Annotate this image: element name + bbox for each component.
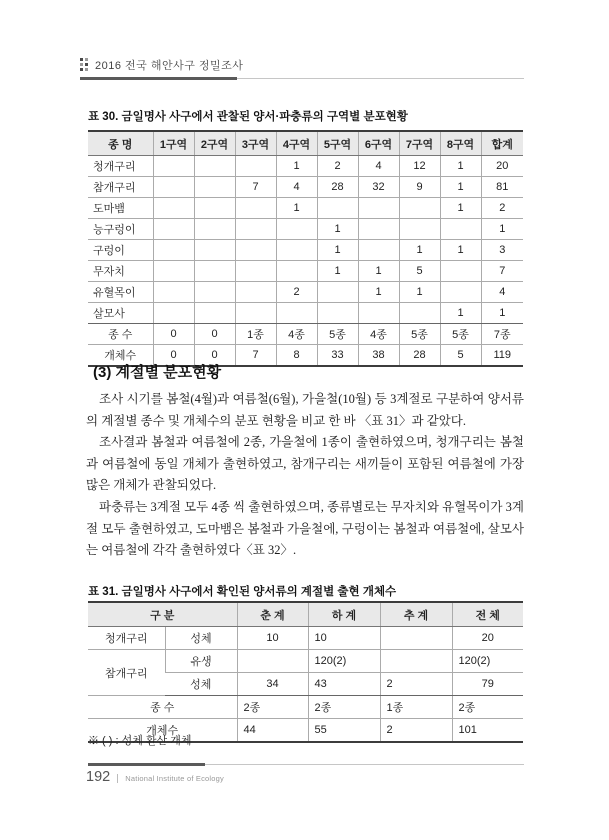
value-cell	[153, 156, 194, 177]
value-cell	[358, 303, 399, 324]
institute-name: National Institute of Ecology	[125, 774, 224, 783]
value-cell: 1	[358, 261, 399, 282]
paragraph: 조사 시기를 봄철(4월)과 여름철(6월), 가을철(10월) 등 3계절로 구분하여 양서류의 계절별 종수 및 개체수의 분포 현황을 비교 한 바 〈표 31〉과 같았다.	[86, 392, 524, 428]
value-cell: 5종	[317, 324, 358, 345]
value-cell: 2	[380, 673, 452, 696]
header-rule	[80, 77, 524, 80]
table30-summary	[88, 324, 523, 367]
table-row	[88, 602, 523, 627]
page-footer	[86, 770, 224, 785]
table-row	[88, 131, 523, 156]
column-header: 추 계	[380, 602, 452, 627]
value-cell	[317, 198, 358, 219]
value-cell	[399, 303, 440, 324]
value-cell	[380, 627, 452, 650]
value-cell	[194, 282, 235, 303]
table-footnote: ※ ( ) : 성체 환산 개체	[88, 735, 192, 747]
value-cell: 7	[235, 177, 276, 198]
value-cell: 1	[440, 198, 481, 219]
value-cell	[153, 240, 194, 261]
value-cell: 2종	[452, 696, 523, 719]
table-row	[88, 156, 523, 177]
table-row	[88, 261, 523, 282]
value-cell: 1	[276, 156, 317, 177]
report-title: 2016 전국 해안사구 정밀조사	[95, 60, 244, 72]
paragraph: 조사결과 봄철과 여름철에 2종, 가을철에 1종이 출현하였으며, 청개구리는 봄철과 여름철에 동일 개체가 출현하였고, 참개구리는 새끼들이 포함된 여름철에 가장 많은 개체가 관찰되었다.	[86, 435, 524, 493]
table-row	[88, 696, 523, 719]
value-cell	[194, 261, 235, 282]
table30-header	[88, 131, 523, 156]
summary-label: 종 수	[88, 324, 153, 345]
value-cell: 2	[481, 198, 523, 219]
value-cell: 101	[452, 719, 523, 743]
value-cell	[276, 219, 317, 240]
column-header: 3구역	[235, 131, 276, 156]
value-cell	[380, 650, 452, 673]
value-cell: 55	[308, 719, 380, 743]
summary-label: 개체수	[88, 345, 153, 367]
value-cell: 33	[317, 345, 358, 367]
value-cell	[194, 303, 235, 324]
table-row	[88, 650, 523, 673]
table-row	[88, 240, 523, 261]
value-cell	[194, 177, 235, 198]
value-cell	[194, 198, 235, 219]
value-cell	[235, 156, 276, 177]
value-cell	[317, 282, 358, 303]
value-cell: 44	[237, 719, 308, 743]
value-cell: 120(2)	[452, 650, 523, 673]
page-header	[80, 57, 243, 73]
value-cell: 1	[440, 303, 481, 324]
value-cell: 1	[399, 240, 440, 261]
value-cell: 4	[481, 282, 523, 303]
value-cell: 1	[317, 240, 358, 261]
value-cell: 7종	[481, 324, 523, 345]
value-cell	[153, 198, 194, 219]
value-cell: 10	[308, 627, 380, 650]
table31-body	[88, 627, 523, 743]
species-cell: 참개구리	[88, 650, 165, 696]
stage-cell: 성체	[165, 673, 237, 696]
value-cell	[440, 219, 481, 240]
column-header: 5구역	[317, 131, 358, 156]
column-header: 7구역	[399, 131, 440, 156]
column-header: 종 명	[88, 131, 153, 156]
value-cell: 2종	[237, 696, 308, 719]
value-cell	[399, 198, 440, 219]
group-header: 구 분	[88, 602, 237, 627]
paragraph: 파충류는 3계절 모두 4종 씩 출현하였으며, 종류별로는 무자치와 유혈목이가 3계절 모두 출현하였고, 도마뱀은 봄철과 가을철에, 구렁이는 봄철과 여름철에, 살모사는 여름철에 각각 출현하였다〈표 32〉.	[86, 499, 524, 558]
value-cell: 10	[237, 627, 308, 650]
table31	[88, 601, 523, 743]
value-cell: 0	[153, 345, 194, 367]
value-cell	[235, 240, 276, 261]
summary-label: 종 수	[88, 696, 237, 719]
page-number: 192	[86, 769, 111, 785]
species-cell: 청개구리	[88, 627, 165, 650]
value-cell: 8	[276, 345, 317, 367]
value-cell	[153, 303, 194, 324]
value-cell: 79	[452, 673, 523, 696]
species-cell: 참개구리	[88, 177, 153, 198]
species-cell: 능구렁이	[88, 219, 153, 240]
value-cell: 1종	[235, 324, 276, 345]
value-cell	[235, 261, 276, 282]
column-header: 전 체	[452, 602, 523, 627]
footer-separator	[117, 774, 118, 783]
value-cell: 20	[481, 156, 523, 177]
value-cell	[153, 261, 194, 282]
value-cell: 12	[399, 156, 440, 177]
table-row	[88, 303, 523, 324]
value-cell: 1	[440, 156, 481, 177]
value-cell	[358, 240, 399, 261]
value-cell: 1	[317, 219, 358, 240]
table31-header	[88, 602, 523, 627]
value-cell: 38	[358, 345, 399, 367]
section-heading: (3) 계절별 분포현황	[93, 364, 222, 381]
value-cell	[194, 240, 235, 261]
value-cell: 1	[481, 219, 523, 240]
table-row	[88, 219, 523, 240]
species-cell: 도마뱀	[88, 198, 153, 219]
value-cell: 2	[380, 719, 452, 743]
species-cell: 유혈목이	[88, 282, 153, 303]
value-cell: 32	[358, 177, 399, 198]
value-cell: 0	[194, 324, 235, 345]
value-cell: 3	[481, 240, 523, 261]
value-cell	[194, 219, 235, 240]
value-cell: 1	[358, 282, 399, 303]
value-cell	[317, 303, 358, 324]
value-cell	[235, 219, 276, 240]
column-header: 8구역	[440, 131, 481, 156]
value-cell	[153, 219, 194, 240]
value-cell: 1	[399, 282, 440, 303]
value-cell: 5종	[399, 324, 440, 345]
value-cell	[153, 282, 194, 303]
table-row	[88, 282, 523, 303]
value-cell	[440, 282, 481, 303]
value-cell	[276, 261, 317, 282]
value-cell: 28	[317, 177, 358, 198]
value-cell	[235, 198, 276, 219]
value-cell: 4	[276, 177, 317, 198]
species-cell: 살모사	[88, 303, 153, 324]
column-header: 합계	[481, 131, 523, 156]
header-rule-thick	[80, 77, 237, 80]
value-cell: 4종	[358, 324, 399, 345]
value-cell: 5종	[440, 324, 481, 345]
value-cell: 2	[276, 282, 317, 303]
value-cell	[440, 261, 481, 282]
table30	[88, 130, 523, 367]
body-text	[86, 389, 524, 562]
value-cell: 9	[399, 177, 440, 198]
column-header: 2구역	[194, 131, 235, 156]
column-header: 1구역	[153, 131, 194, 156]
value-cell: 0	[194, 345, 235, 367]
value-cell	[358, 219, 399, 240]
value-cell: 0	[153, 324, 194, 345]
value-cell: 81	[481, 177, 523, 198]
value-cell	[235, 282, 276, 303]
footer-rule-thick	[88, 763, 205, 766]
value-cell: 20	[452, 627, 523, 650]
value-cell: 28	[399, 345, 440, 367]
species-cell: 청개구리	[88, 156, 153, 177]
value-cell	[153, 177, 194, 198]
value-cell: 1	[481, 303, 523, 324]
value-cell: 1종	[380, 696, 452, 719]
table-row	[88, 198, 523, 219]
value-cell: 1	[440, 240, 481, 261]
value-cell: 34	[237, 673, 308, 696]
value-cell: 119	[481, 345, 523, 367]
table30-body	[88, 156, 523, 324]
table-row	[88, 627, 523, 650]
stage-cell: 유생	[165, 650, 237, 673]
value-cell: 7	[481, 261, 523, 282]
summary-label: 개체수	[88, 719, 237, 743]
stage-cell: 성체	[165, 627, 237, 650]
value-cell: 5	[399, 261, 440, 282]
column-header: 하 계	[308, 602, 380, 627]
table30-caption: 표 30. 금일명사 사구에서 관찰된 양서·파충류의 구역별 분포현황	[88, 111, 408, 123]
footer-rule	[88, 763, 524, 766]
value-cell: 1	[440, 177, 481, 198]
value-cell	[358, 198, 399, 219]
table-row	[88, 177, 523, 198]
value-cell	[276, 240, 317, 261]
value-cell: 4종	[276, 324, 317, 345]
table31-caption: 표 31. 금일명사 사구에서 확인된 양서류의 계절별 출현 개체수	[88, 586, 397, 598]
dots-grid-icon	[80, 58, 89, 72]
species-cell: 무자치	[88, 261, 153, 282]
value-cell	[235, 303, 276, 324]
value-cell: 4	[358, 156, 399, 177]
column-header: 춘 계	[237, 602, 308, 627]
value-cell: 1	[317, 261, 358, 282]
value-cell: 7	[235, 345, 276, 367]
value-cell: 1	[276, 198, 317, 219]
value-cell: 2종	[308, 696, 380, 719]
value-cell	[237, 650, 308, 673]
value-cell	[399, 219, 440, 240]
column-header: 6구역	[358, 131, 399, 156]
value-cell: 5	[440, 345, 481, 367]
value-cell: 120(2)	[308, 650, 380, 673]
value-cell	[194, 156, 235, 177]
value-cell	[276, 303, 317, 324]
table-row	[88, 324, 523, 345]
species-cell: 구렁이	[88, 240, 153, 261]
column-header: 4구역	[276, 131, 317, 156]
value-cell: 43	[308, 673, 380, 696]
value-cell: 2	[317, 156, 358, 177]
